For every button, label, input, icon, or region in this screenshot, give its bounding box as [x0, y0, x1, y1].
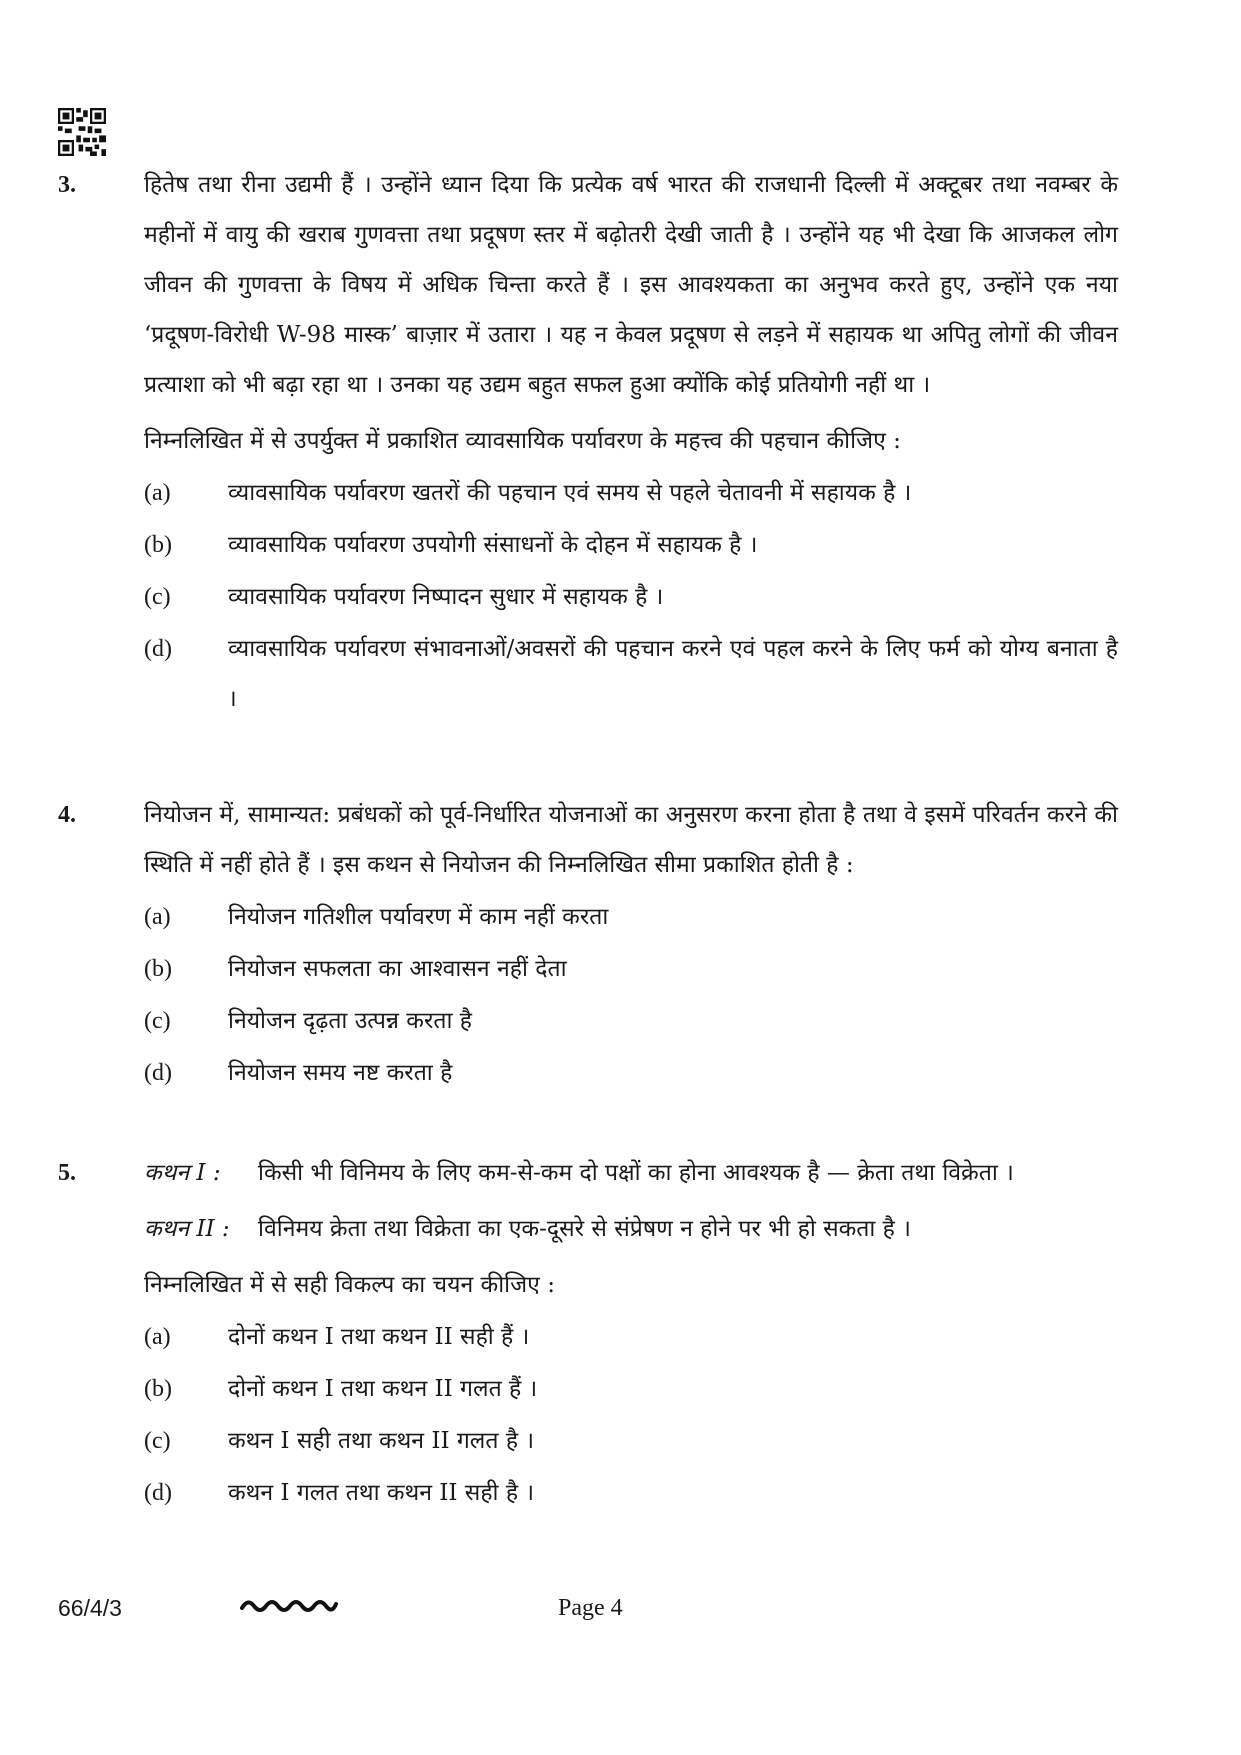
option-d: [144, 1468, 1118, 1518]
question-paragraph: हितेष तथा रीना उद्यमी हैं । उन्होंने ध्यान दिया कि प्रत्येक वर्ष भारत की राजधानी दिल्ली में अक्टूबर तथा नवम्बर के महीनों में वायु की खराब गुणवत्ता तथा प्रदूषण स्तर में बढ़ोतरी देखी जाती है । उन्होंने यह भी देखा कि आजकल लोग जीवन की गुणवत्ता के विषय में अधिक चिन्ता करते हैं । इस आवश्यकता का अनुभव करते हुए, उन्होंने एक नया ‘प्रदूषण-विरोधी W-98 मास्क’ बाज़ार में उतारा । यह न केवल प्रदूषण से लड़ने में सहायक था अपितु लोगों की जीवन प्रत्याशा को भी बढ़ा रहा था । उनका यह उद्यम बहुत सफल हुआ क्योंकि कोई प्रतियोगी नहीं था ।: [144, 172, 1118, 398]
paper-code: 66/4/3: [58, 1595, 122, 1621]
option-c: [144, 996, 1118, 1046]
question-number: 5.: [58, 1160, 76, 1186]
option-label: (c): [144, 1428, 171, 1454]
statement-label: कथन I :: [144, 1160, 221, 1186]
option-text: व्यावसायिक पर्यावरण उपयोगी संसाधनों के दोहन में सहायक है ।: [228, 532, 758, 558]
option-label: (c): [144, 584, 171, 610]
tilde-ornament-icon: [238, 1592, 338, 1620]
question-3: [58, 160, 1118, 724]
option-text: नियोजन सफलता का आश्वासन नहीं देता: [228, 956, 567, 982]
statement-text: विनिमय क्रेता तथा विक्रेता का एक-दूसरे से संप्रेषण न होने पर भी हो सकता है ।: [258, 1216, 911, 1242]
question-4: [58, 790, 1118, 1098]
option-text: व्यावसायिक पर्यावरण निष्पादन सुधार में सहायक है ।: [228, 584, 664, 610]
option-label: (b): [144, 1376, 172, 1402]
question-5: [58, 1148, 1118, 1518]
option-text: नियोजन दृढ़ता उत्पन्न करता है: [228, 1008, 472, 1034]
option-a: [144, 468, 1118, 518]
option-text: नियोजन समय नष्ट करता है: [228, 1060, 453, 1086]
option-text: कथन I सही तथा कथन II गलत है ।: [228, 1428, 535, 1454]
option-a: [144, 1312, 1118, 1362]
option-b: [144, 1364, 1118, 1414]
question-prompt: निम्नलिखित में से उपर्युक्त में प्रकाशित व्यावसायिक पर्यावरण के महत्त्व की पहचान कीजिए :: [144, 428, 901, 454]
statement-1: [144, 1148, 1118, 1198]
page-footer: [58, 1588, 1118, 1628]
option-d: [144, 624, 1118, 724]
question-number: 3.: [58, 172, 76, 198]
statement-text: किसी भी विनिमय के लिए कम-से-कम दो पक्षों का होना आवश्यक है — क्रेता तथा विक्रेता ।: [258, 1160, 1014, 1186]
option-text: व्यावसायिक पर्यावरण खतरों की पहचान एवं समय से पहले चेतावनी में सहायक है ।: [228, 480, 912, 506]
option-label: (d): [144, 1060, 172, 1086]
option-text: कथन I गलत तथा कथन II सही है ।: [228, 1480, 535, 1506]
option-c: [144, 572, 1118, 622]
question-prompt: निम्नलिखित में से सही विकल्प का चयन कीजिए :: [144, 1272, 555, 1298]
option-text: दोनों कथन I तथा कथन II गलत हैं ।: [228, 1376, 538, 1402]
option-label: (d): [144, 1480, 172, 1506]
question-paragraph: नियोजन में, सामान्यत: प्रबंधकों को पूर्व-निर्धारित योजनाओं का अनुसरण करना होता है तथा वे इसमें परिवर्तन करने की स्थिति में नहीं होते हैं । इस कथन से नियोजन की निम्नलिखित सीमा प्रकाशित होती है :: [144, 802, 1118, 878]
qr-code: [58, 108, 106, 156]
option-a: [144, 892, 1118, 942]
option-label: (d): [144, 636, 172, 662]
question-number: 4.: [58, 802, 76, 828]
page-number: Page 4: [558, 1595, 623, 1621]
option-label: (a): [144, 480, 171, 506]
option-label: (b): [144, 532, 172, 558]
option-label: (a): [144, 1324, 171, 1350]
option-text: दोनों कथन I तथा कथन II सही हैं ।: [228, 1324, 530, 1350]
option-d: [144, 1048, 1118, 1098]
option-label: (a): [144, 904, 171, 930]
option-b: [144, 520, 1118, 570]
option-label: (c): [144, 1008, 171, 1034]
option-text: व्यावसायिक पर्यावरण संभावनाओं/अवसरों की पहचान करने एवं पहल करने के लिए फर्म को योग्य बनाता है ।: [228, 636, 1118, 712]
option-label: (b): [144, 956, 172, 982]
option-text: नियोजन गतिशील पर्यावरण में काम नहीं करता: [228, 904, 609, 930]
option-b: [144, 944, 1118, 994]
statement-2: [144, 1204, 1118, 1254]
option-c: [144, 1416, 1118, 1466]
statement-label: कथन II :: [144, 1216, 230, 1242]
